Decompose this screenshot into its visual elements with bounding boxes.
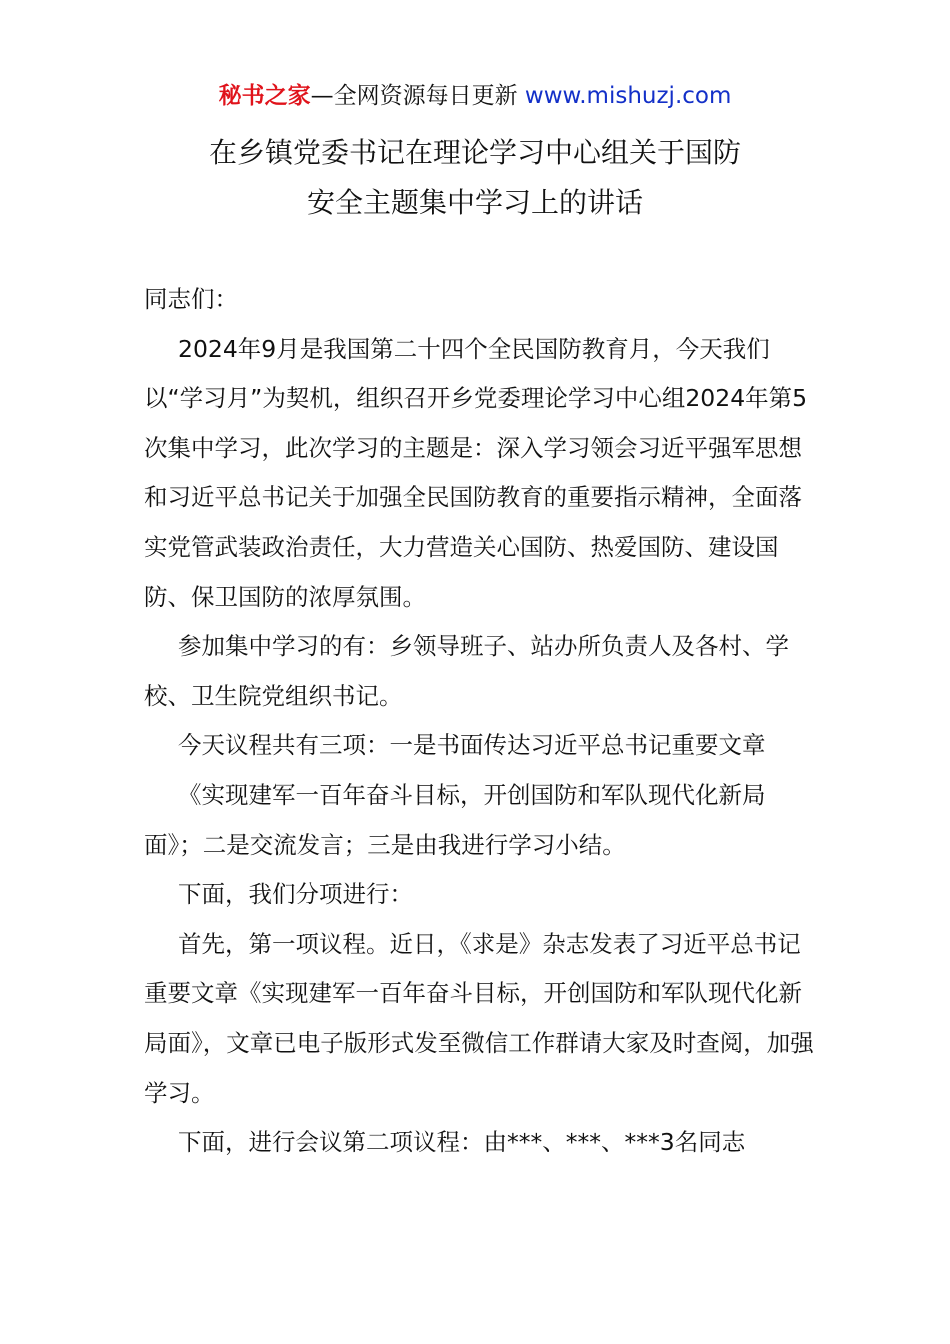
paragraph-item-one: 首先，第一项议程。近日，《求是》杂志发表了习近平总书记重要文章《实现建军一百年奋斗目标，开创国防和军队现代化新局面》，文章已电子版形式发至微信工作群请大家及时查阅，加强学习。 (144, 929, 814, 1107)
paragraph-attendees: 参加集中学习的有：乡领导班子、站办所负责人及各村、学校、卫生院党组织书记。 (144, 632, 789, 710)
document-body (144, 275, 814, 1168)
paragraph-proceed: 下面，我们分项进行： (178, 880, 413, 909)
paragraph-agenda-continued: 《实现建军一百年奋斗目标，开创国防和军队现代化新局面》；二是交流发言；三是由我进行学习小结。 (144, 780, 766, 859)
paragraph-agenda: 今天议程共有三项：一是书面传达习近平总书记重要文章 (178, 731, 766, 760)
title-line-2: 安全主题集中学习上的讲话 (306, 186, 643, 219)
title-line-1: 在乡镇党委书记在理论学习中心组关于国防 (208, 136, 741, 169)
brand-name: 秘书之家 (218, 83, 311, 109)
paragraph-item-two: 下面，进行会议第二项议程：由***、***、***3名同志 (178, 1128, 746, 1157)
salutation: 同志们： (144, 285, 238, 313)
site-url-link[interactable]: www.mishuzj.com (524, 83, 732, 109)
header-tagline: —全网资源每日更新 (310, 83, 525, 109)
site-header (0, 80, 950, 112)
document-title (0, 128, 950, 228)
paragraph-intro: 2024年9月是我国第二十四个全民国防教育月，今天我们以“学习月”为契机，组织召开乡党委理论学习中心组2024年第5次集中学习，此次学习的主题是：深入学习领会习近平强军思想和习近平总书记关于加强全民国防教育的重要指示精神，全面落实党管武装政治责任，大力营造关心国防、热爱国防、建设国防、保卫国防的浓厚氛围。 (144, 334, 808, 611)
